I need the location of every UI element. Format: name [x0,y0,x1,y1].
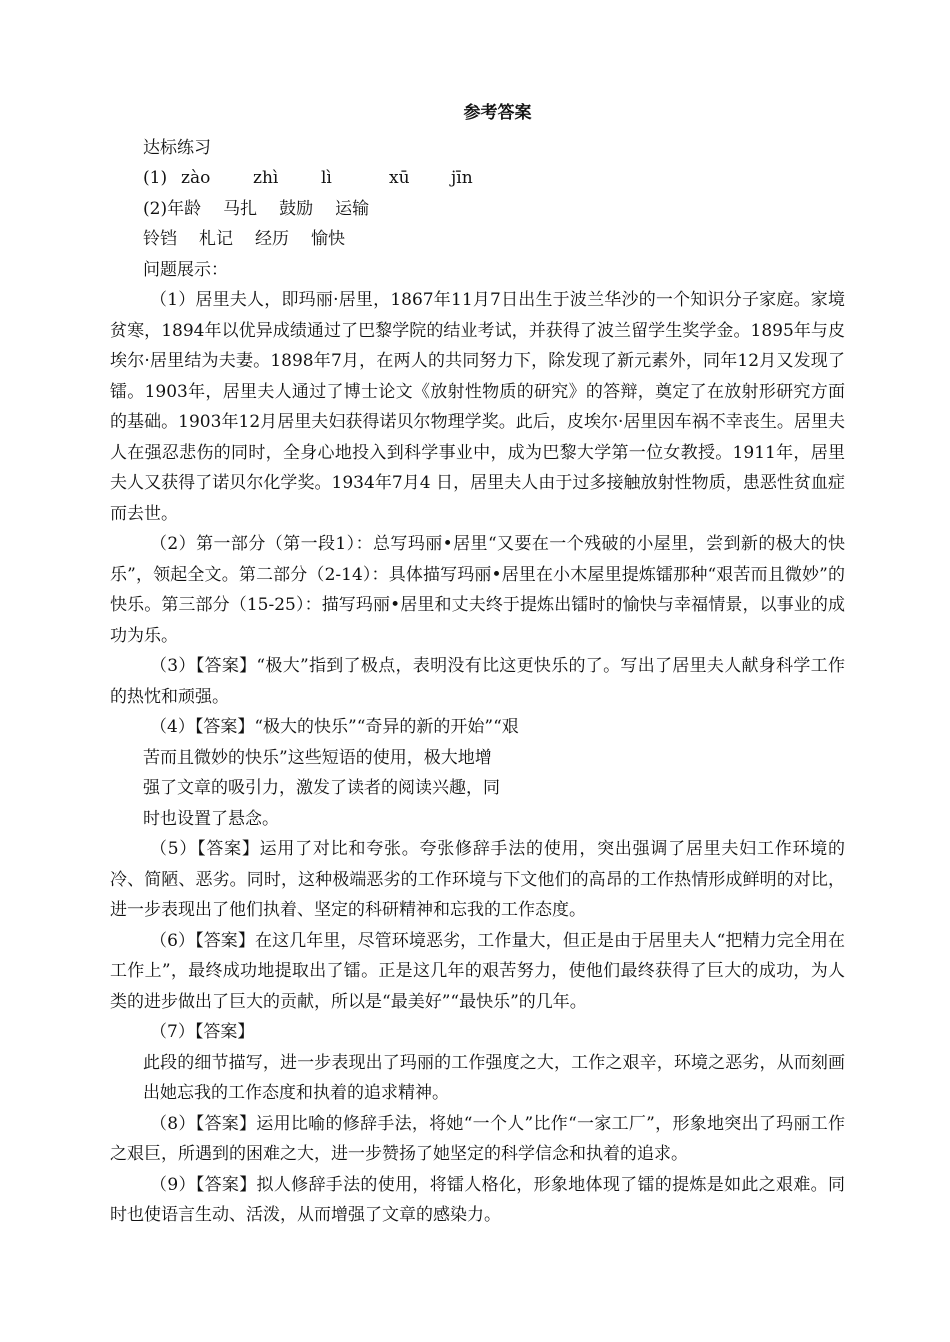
word-item: 铃铛 [143,229,177,249]
answer-4-line-3: 强了文章的吸引力，激发了读者的阅读兴趣，同 [143,778,500,798]
pinyin-row [110,163,845,194]
word-item: 运输 [335,198,370,219]
section-heading-practice: 达标练习 [143,137,211,158]
word-item: 札记 [199,229,233,249]
pinyin-item: jīn [451,168,473,188]
word-item: 马扎 [223,198,258,219]
answer-8: （8）【答案】运用比喻的修辞手法，将她“一个人”比作“一家工厂”，形象地突出了玛丽工作之艰巨，所遇到的困难之大，进一步赞扬了她坚定的科学信念和执着的追求。 [110,1113,845,1164]
word-item: 愉快 [311,229,345,249]
answer-7-heading: （7）【答案】 [150,1022,255,1042]
answer-5: （5）【答案】运用了对比和夸张。夸张修辞手法的使用，突出强调了居里夫妇工作环境的冷、简陋、恶劣。同时，这种极端恶劣的工作环境与下文他们的高昂的工作热情形成鲜明的对比，进一步表现出了他们执着、坚定的科研精神和忘我的工作态度。 [110,839,845,920]
word-item: 年龄 [167,198,202,219]
answer-4-line-4: 时也设置了悬念。 [143,808,279,829]
answer-4-line-1: （4）【答案】“极大的快乐”“奇异的新的开始”“艰 [150,717,519,737]
word-item: 经历 [255,229,289,249]
pinyin-item: zhì [253,168,279,188]
pinyin-number: (1) [143,168,168,188]
answer-9: （9）【答案】拟人修辞手法的使用，将镭人格化，形象地体现了镭的提炼是如此之艰难。同时也使语言生动、活泼，从而增强了文章的感染力。 [110,1174,845,1225]
answer-4-line-2: 苦而且微妙的快乐”这些短语的使用，极大地增 [143,747,492,768]
page-title: 参考答案 [463,103,532,123]
words-row-1 [110,194,845,225]
answer-1: （1）居里夫人，即玛丽·居里，1867年11月7日出生于波兰华沙的一个知识分子家庭。家境贫寒，1894年以优异成绩通过了巴黎学院的结业考试，并获得了波兰留学生奖学金。1895年与皮埃尔·居里结为夫妻。1898年7月，在两人的共同努力下，除发现了新元素外，同年12月又发现了镭。1903年，居里夫人通过了博士论文《放射性物质的研究》的答辩，奠定了在放射形研究方面的基础。1903年12月居里夫妇获得诺贝尔物理学奖。此后，皮埃尔·居里因车祸不幸丧生。居里夫人在强忍悲伤的同时，全身心地投入到科学事业中，成为巴黎大学第一位女教授。1911年，居里夫人又获得了诺贝尔化学奖。1934年7月4 日，居里夫人由于过多接触放射性物质，患恶性贫血症而去世。 [110,290,845,524]
section-heading-questions: 问题展示： [143,259,228,280]
answer-6: （6）【答案】在这几年里，尽管环境恶劣，工作量大，但正是由于居里夫人“把精力完全用在工作上”，最终成功地提取出了镭。正是这几年的艰苦努力，使他们最终获得了巨大的成功，为人类的进步做出了巨大的贡献，所以是“最美好”“最快乐”的几年。 [110,930,845,1012]
pinyin-item: zào [181,168,211,188]
answer-2: （2）第一部分（第一段1）：总写玛丽•居里“又要在一个残破的小屋里，尝到新的极大的快乐”，领起全文。第二部分（2-14）：具体描写玛丽•居里在小木屋里提炼镭那种“艰苦而且微妙”的快乐。第三部分（15-25）：描写玛丽•居里和丈夫终于提炼出镭时的愉快与幸福情景，以事业的成功为乐。 [110,534,845,646]
pinyin-item: lì [321,168,332,188]
words-number: (2) [143,198,168,219]
document-page [110,98,845,1231]
answer-3: （3）【答案】“极大”指到了极点，表明没有比这更快乐的了。写出了居里夫人献身科学工作的热忱和顽强。 [110,656,845,707]
pinyin-item: xū [389,168,410,188]
answer-7-body: 此段的细节描写，进一步表现出了玛丽的工作强度之大，工作之艰辛，环境之恶劣，从而刻画出她忘我的工作态度和执着的追求精神。 [143,1052,845,1103]
words-row-2 [110,224,845,255]
word-item: 鼓励 [279,198,314,219]
